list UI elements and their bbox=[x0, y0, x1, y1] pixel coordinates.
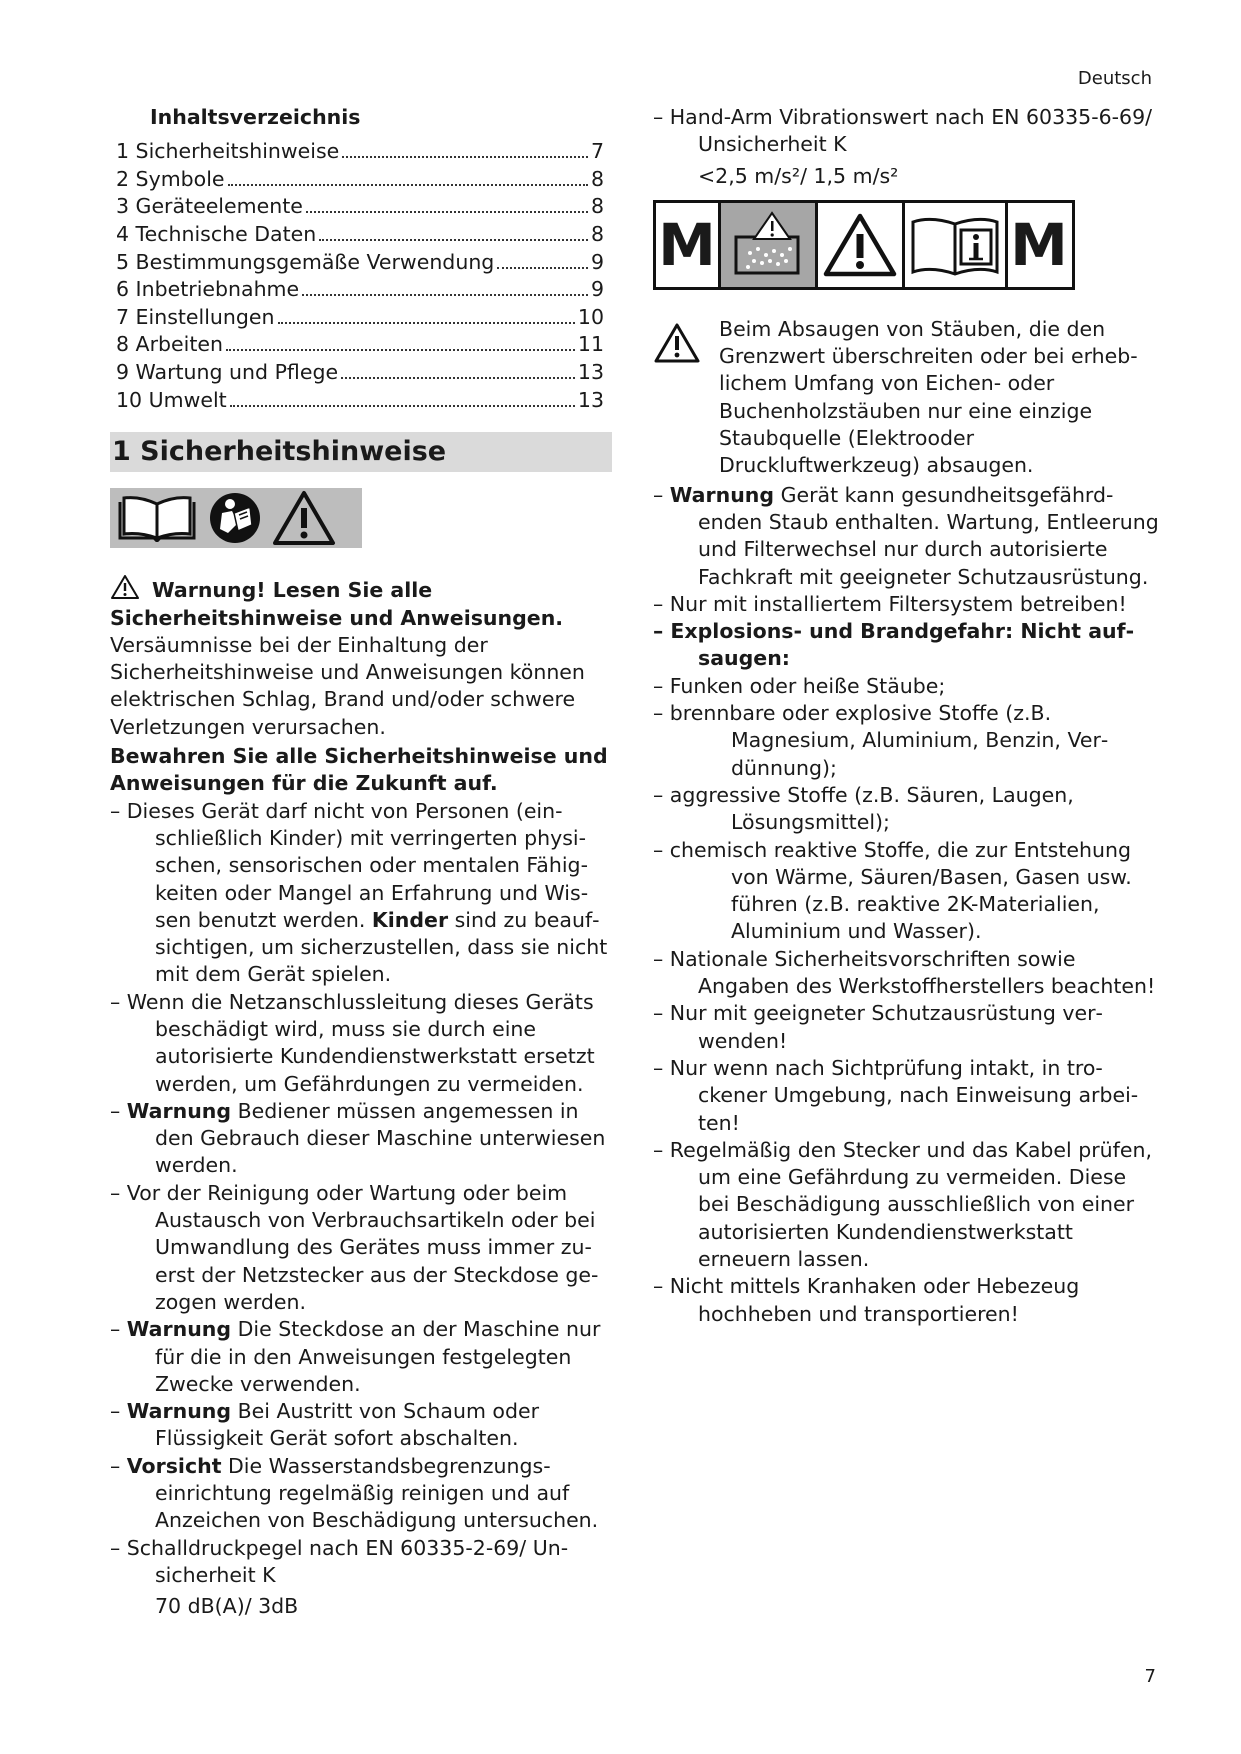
toc-leader-dots bbox=[497, 267, 588, 269]
toc-leader-dots bbox=[341, 377, 575, 379]
vibration-value: <2,5 m/s²/ 1,5 m/s² bbox=[698, 163, 899, 188]
toc-leader-dots bbox=[319, 239, 588, 241]
toc-entry-label: 9 Wartung und Pflege bbox=[116, 360, 339, 385]
manual-info-icon bbox=[905, 203, 1008, 287]
list-item: – Nur wenn nach Sichtprüfung intakt, in trockener Umgebung, nach Einweisung arbeiten! bbox=[653, 1055, 1139, 1135]
item-bold: Warnung bbox=[126, 1098, 232, 1123]
item-bold: Warnung bbox=[126, 1399, 232, 1424]
list-item: – Nur mit geeigneter Schutzausrüstung verwenden! bbox=[653, 1001, 1103, 1053]
dust-text: Beim Absaugen von Stäuben, die den Grenzwert überschreiten oder bei erheblichem Umfang von Eichen- oder Buchenholzstäuben nur eine einzige Staubquelle (Elektrooder Druckluftwerkzeug) absaugen. bbox=[719, 316, 1138, 478]
toc-entry[interactable] bbox=[116, 387, 604, 415]
toc-entry-label: 1 Sicherheitshinweise bbox=[116, 139, 340, 164]
item-text: Gerät kann gesundheitsgefährdenden Staub enthalten. Wartung, Entleerung und Filterwechsel nur durch autorisierte Fachkraft mit geeigneter Schutzausrüstung. bbox=[698, 482, 1159, 589]
toc-leader-dots bbox=[226, 349, 575, 351]
item-bold: Explosions- und Brandgefahr: Nicht aufsaugen: bbox=[670, 619, 1135, 671]
warning-triangle-icon bbox=[818, 203, 905, 287]
toc-entry-page: 8 bbox=[590, 194, 604, 219]
list-item: – Funken oder heiße Stäube; bbox=[653, 673, 946, 698]
list-item: – Nur mit installiertem Filtersystem betreiben! bbox=[653, 591, 1127, 616]
left-column bbox=[110, 104, 612, 1621]
list-item bbox=[110, 798, 612, 989]
toc-entry-page: 8 bbox=[590, 222, 604, 247]
toc-leader-dots bbox=[230, 405, 575, 407]
toc-entry[interactable] bbox=[116, 193, 604, 221]
toc-entry-label: 2 Symbole bbox=[116, 166, 225, 191]
book-icon bbox=[116, 494, 198, 542]
toc-entry-page: 13 bbox=[577, 360, 604, 385]
section-title: 1 Sicherheitshinweise bbox=[110, 432, 612, 472]
right-column bbox=[653, 104, 1163, 1328]
toc-entry-page: 7 bbox=[590, 139, 604, 164]
toc-entry-page: 8 bbox=[590, 166, 604, 191]
list-item: – Nicht mittels Kranhaken oder Hebezeug hochheben und transportieren! bbox=[653, 1274, 1080, 1326]
pictogram-row bbox=[653, 200, 1075, 290]
toc-leader-dots bbox=[278, 322, 575, 324]
toc-entry[interactable] bbox=[116, 331, 604, 359]
dust-class-icon bbox=[721, 203, 818, 287]
item-text: Die Wasserstandsbegrenzungseinrichtung regelmäßig reinigen und auf Anzeichen von Beschädigung untersuchen. bbox=[155, 1453, 599, 1533]
toc-entry[interactable] bbox=[116, 166, 604, 194]
toc-entry-label: 5 Bestimmungsgemäße Verwendung bbox=[116, 249, 495, 274]
toc-title: Inhaltsverzeichnis bbox=[150, 105, 361, 129]
toc-entry[interactable] bbox=[116, 359, 604, 387]
toc-entry-label: 6 Inbetriebnahme bbox=[116, 277, 300, 302]
list-item: – Warnung Gerät kann gesundheitsgefährdenden Staub enthalten. Wartung, Entleerung und Filterwechsel nur durch autorisierte Fachkraft mit geeigneter Schutzausrüstung. bbox=[653, 482, 1159, 589]
warning-heading: Warnung! Lesen Sie alle Sicherheitshinweise und Anweisungen. bbox=[110, 578, 564, 630]
list-item: – Regelmäßig den Stecker und das Kabel prüfen, um eine Gefährdung zu vermeiden. Diese bei Beschädigung ausschließlich von einer autorisierten Kundendienstwerkstatt erneuern lassen. bbox=[653, 1137, 1152, 1271]
warning-triangle-icon bbox=[272, 490, 336, 546]
item-bold: Kinder bbox=[371, 907, 449, 932]
item-text: sind zu beaufsichtigen, um sicherzustellen, dass sie nicht mit dem Gerät spielen. bbox=[155, 907, 608, 987]
toc-list bbox=[110, 138, 612, 414]
sound-pressure-value: 70 dB(A)/ 3dB bbox=[155, 1594, 299, 1619]
warning-triangle-icon bbox=[110, 574, 140, 600]
toc-entry-page: 9 bbox=[590, 249, 604, 274]
item-text: Bei Austritt von Schaum oder Flüssigkeit Gerät sofort abschalten. bbox=[155, 1399, 540, 1451]
list-item: – Warnung Die Steckdose an der Maschine nur für die in den Anweisungen festgelegten Zwecke verwenden. bbox=[110, 1317, 601, 1396]
warning-text: Versäumnisse bei der Einhaltung der Sicherheitshinweise und Anweisungen können elektrischen Schlag, Brand und/oder schwere Verletzungen verursachen. bbox=[110, 632, 585, 739]
toc-leader-dots bbox=[342, 156, 588, 158]
dust-class-m-label: M bbox=[1010, 210, 1068, 279]
list-item: – Vorsicht Die Wasserstandsbegrenzungseinrichtung regelmäßig reinigen und auf Anzeichen von Beschädigung untersuchen. bbox=[110, 1453, 599, 1533]
item-bold: Warnung bbox=[126, 1317, 232, 1342]
language-label: Deutsch bbox=[1077, 68, 1152, 89]
page-number: 7 bbox=[1144, 1666, 1156, 1687]
list-item: – Schalldruckpegel nach EN 60335-2-69/ Unsicherheit K bbox=[110, 1535, 569, 1587]
list-item: – Warnung Bei Austritt von Schaum oder Flüssigkeit Gerät sofort abschalten. bbox=[110, 1399, 540, 1451]
keep-instructions: Bewahren Sie alle Sicherheitshinweise und Anweisungen für die Zukunft auf. bbox=[110, 744, 608, 796]
toc-entry-label: 3 Geräteelemente bbox=[116, 194, 303, 219]
list-item: – brennbare oder explosive Stoffe (z.B. Magnesium, Aluminium, Benzin, Verdünnung); bbox=[653, 701, 1109, 780]
toc-entry[interactable] bbox=[116, 249, 604, 277]
list-item: – Warnung Bediener müssen angemessen in den Gebrauch dieser Maschine unterwiesen werden. bbox=[110, 1098, 606, 1178]
item-text: Die Steckdose an der Maschine nur für die in den Anweisungen festgelegten Zwecke verwenden. bbox=[155, 1317, 601, 1396]
general-warning bbox=[110, 574, 612, 741]
dust-warning-text bbox=[719, 316, 1163, 480]
dust-warning bbox=[653, 316, 1163, 480]
toc-entry[interactable] bbox=[116, 276, 604, 304]
toc-leader-dots bbox=[228, 184, 588, 186]
warning-triangle-icon bbox=[653, 322, 701, 364]
toc-entry-page: 10 bbox=[577, 304, 604, 329]
list-item: – Explosions- und Brandgefahr: Nicht aufsaugen: bbox=[653, 619, 1135, 671]
list-item: – Vor der Reinigung oder Wartung oder beim Austausch von Verbrauchsartikeln oder bei Umwandlung des Gerätes muss immer zuerst der Netzstecker aus der Steckdose gezogen werden. bbox=[110, 1180, 599, 1314]
dust-class-m-label: M bbox=[656, 203, 721, 287]
item-text: Bediener müssen angemessen in den Gebrauch dieser Maschine unterwiesen werden. bbox=[155, 1098, 606, 1178]
toc-leader-dots bbox=[302, 294, 588, 296]
safety-icon-strip bbox=[110, 488, 362, 548]
toc-entry[interactable] bbox=[116, 304, 604, 332]
toc-entry-page: 9 bbox=[590, 277, 604, 302]
toc-entry[interactable] bbox=[116, 138, 604, 166]
toc-entry-label: 4 Technische Daten bbox=[116, 222, 317, 247]
item-bold: Warnung bbox=[669, 482, 775, 507]
list-item: – chemisch reaktive Stoffe, die zur Entstehung von Wärme, Säuren/Basen, Gasen usw. führen (z.B. reaktive 2K-Materialien, Aluminium und Wasser). bbox=[653, 837, 1132, 944]
toc-entry-label: 8 Arbeiten bbox=[116, 332, 223, 357]
toc-leader-dots bbox=[306, 211, 588, 213]
toc-entry-label: 10 Umwelt bbox=[116, 387, 227, 412]
item-bold: Vorsicht bbox=[126, 1453, 222, 1478]
vibration-text: – Hand-Arm Vibrationswert nach EN 60335-6-69/ Unsicherheit K bbox=[653, 105, 1153, 157]
toc-entry-page: 13 bbox=[577, 387, 604, 412]
toc-entry[interactable] bbox=[116, 221, 604, 249]
list-item: – Nationale Sicherheitsvorschriften sowie Angaben des Werkstoffherstellers beachten! bbox=[653, 946, 1156, 999]
item-text: – Dieses Gerät darf nicht von Personen (einschließlich Kinder) mit verringerten physischen, sensorischen oder mentalen Fähigkeiten oder Mangel an Erfahrung und Wissen benutzt werden. bbox=[110, 798, 589, 932]
toc-entry-page: 11 bbox=[577, 332, 604, 357]
read-manual-icon bbox=[208, 491, 262, 545]
list-item: – Wenn die Netzanschlussleitung dieses Geräts beschädigt wird, muss sie durch eine autorisierte Kundendienstwerkstatt ersetzt werden, um Gefährdungen zu vermeiden. bbox=[110, 989, 595, 1096]
list-item: – aggressive Stoffe (z.B. Säuren, Laugen, Lösungsmittel); bbox=[653, 782, 1074, 835]
toc-entry-label: 7 Einstellungen bbox=[116, 304, 275, 329]
